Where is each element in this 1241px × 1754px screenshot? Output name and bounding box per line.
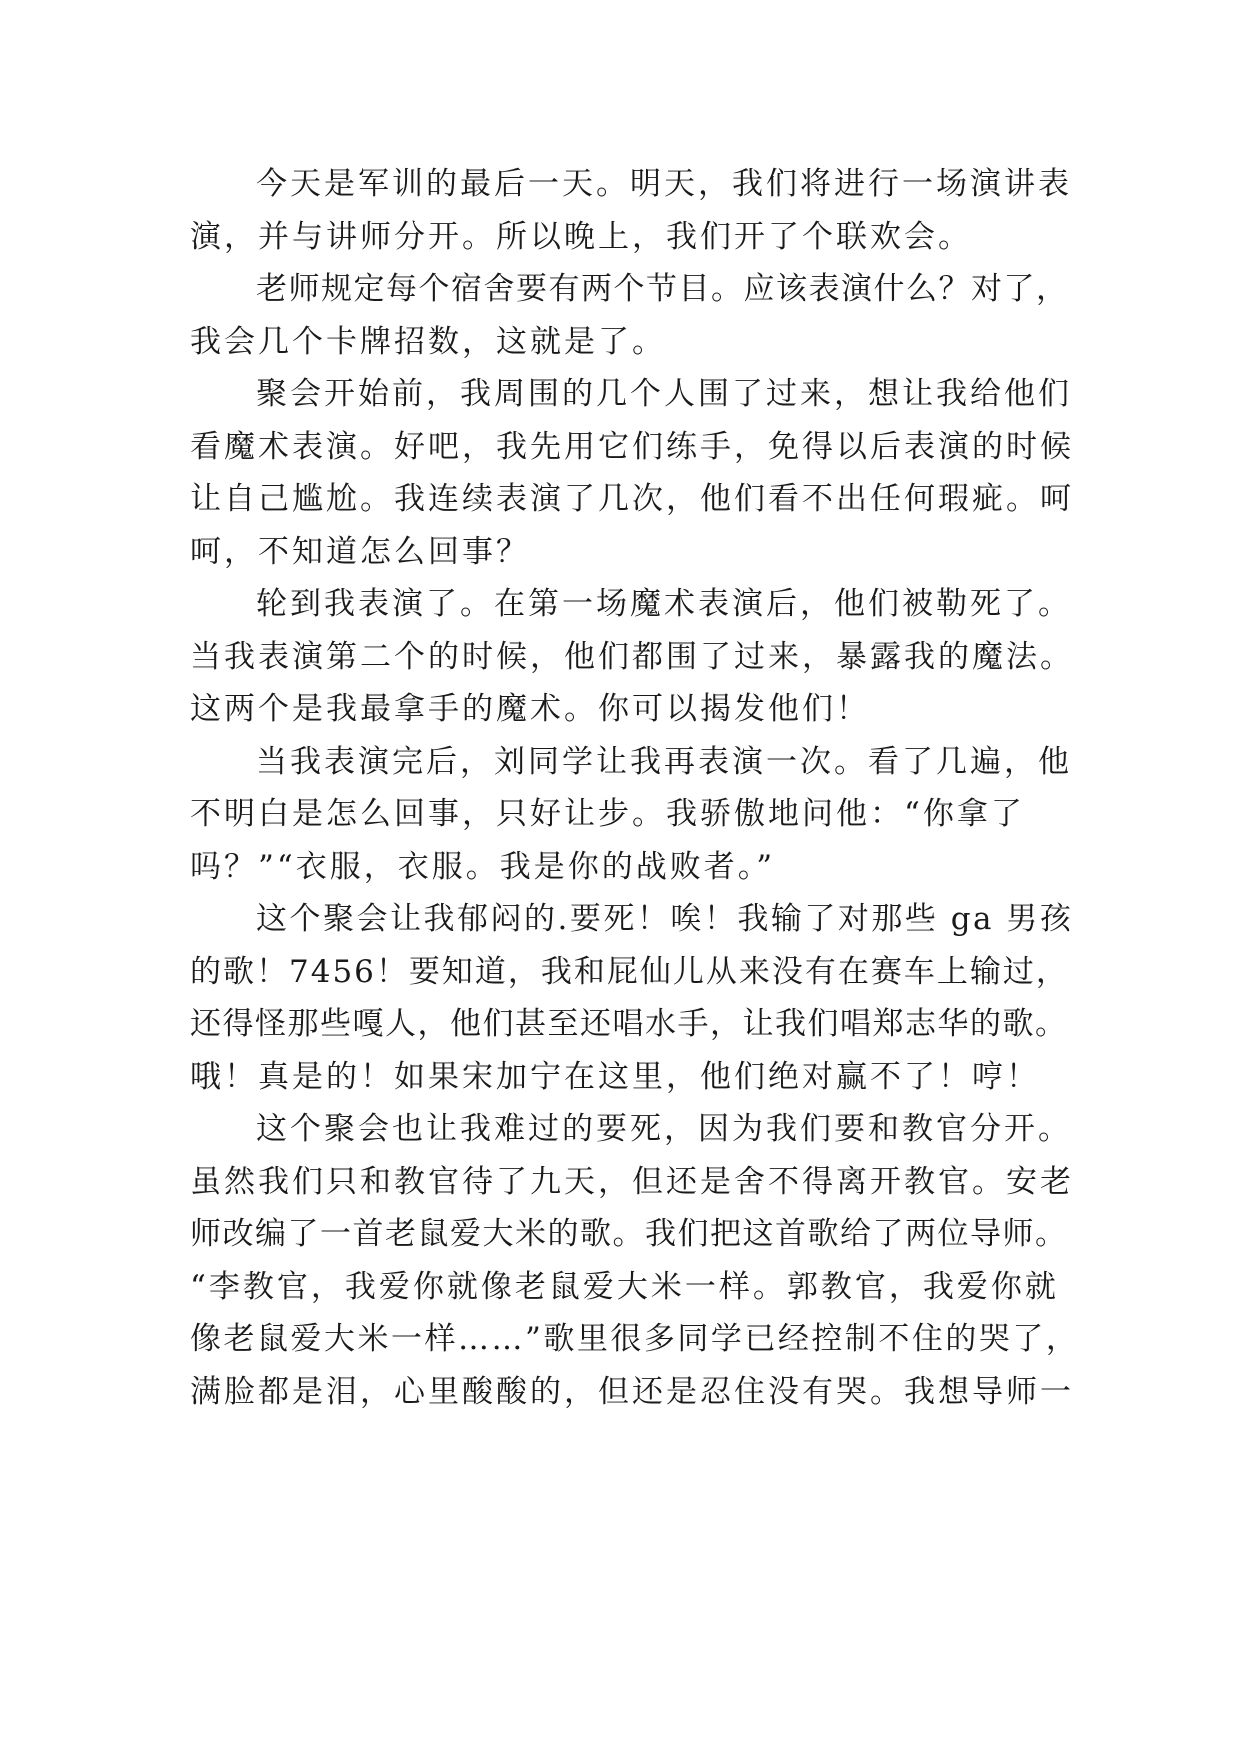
paragraph-first-line: 这个聚会让我郁闷的.要死！唉！我输了对那些 ga 男孩 xyxy=(256,901,1074,937)
paragraph-line: 的歌！7456！要知道，我和屁仙儿从来没有在赛车上输过， xyxy=(190,953,1069,990)
paragraph-line: 看魔术表演。好吧，我先用它们练手，免得以后表演的时候 xyxy=(190,428,1074,465)
paragraph-first-line: 当我表演完后，刘同学让我再表演一次。看了几遍，他 xyxy=(256,743,1072,780)
paragraph-first-line: 聚会开始前，我周围的几个人围了过来，想让我给他们 xyxy=(256,376,1072,412)
paragraph-line: 吗？”“衣服，衣服。我是你的战败者。” xyxy=(190,848,776,885)
paragraph-line: 我会几个卡牌招数，这就是了。 xyxy=(190,323,666,360)
paragraph-line: 还得怪那些嘎人，他们甚至还唱水手，让我们唱郑志华的歌。 xyxy=(190,1006,1068,1042)
paragraph-line: 满脸都是泪，心里酸酸的，但还是忍住没有哭。我想导师一 xyxy=(190,1373,1074,1410)
paragraph-line: 呵，不知道怎么回事？ xyxy=(190,533,530,570)
paragraph-line: 师改编了一首老鼠爱大米的歌。我们把这首歌给了两位导师。 xyxy=(190,1216,1068,1252)
paragraph-line: “李教官，我爱你就像老鼠爱大米一样。郭教官，我爱你就 xyxy=(190,1268,1059,1305)
paragraph-first-line: 今天是军训的最后一天。明天，我们将进行一场演讲表 xyxy=(256,166,1072,202)
paragraph-line: 哦！真是的！如果宋加宁在这里，他们绝对赢不了！哼！ xyxy=(190,1058,1040,1095)
paragraph-first-line: 老师规定每个宿舍要有两个节目。应该表演什么？对了， xyxy=(256,271,1069,307)
paragraph-first-line: 轮到我表演了。在第一场魔术表演后，他们被勒死了。 xyxy=(256,586,1072,622)
paragraph-line: 像老鼠爱大米一样……”歌里很多同学已经控制不住的哭了， xyxy=(190,1321,1080,1357)
paragraph-line: 演，并与讲师分开。所以晚上，我们开了个联欢会。 xyxy=(190,218,972,255)
paragraph-line: 当我表演第二个的时候，他们都围了过来，暴露我的魔法。 xyxy=(190,638,1074,675)
paragraph-line: 虽然我们只和教官待了九天，但还是舍不得离开教官。安老 xyxy=(190,1163,1074,1200)
paragraph-line: 不明白是怎么回事，只好让步。我骄傲地问他：“你拿了 xyxy=(190,796,1025,832)
paragraph-line: 让自己尴尬。我连续表演了几次，他们看不出任何瑕疵。呵 xyxy=(190,481,1074,517)
document-body xyxy=(190,158,1080,1418)
paragraph-line: 这两个是我最拿手的魔术。你可以揭发他们！ xyxy=(190,691,870,727)
paragraph-first-line: 这个聚会也让我难过的要死，因为我们要和教官分开。 xyxy=(256,1111,1072,1147)
